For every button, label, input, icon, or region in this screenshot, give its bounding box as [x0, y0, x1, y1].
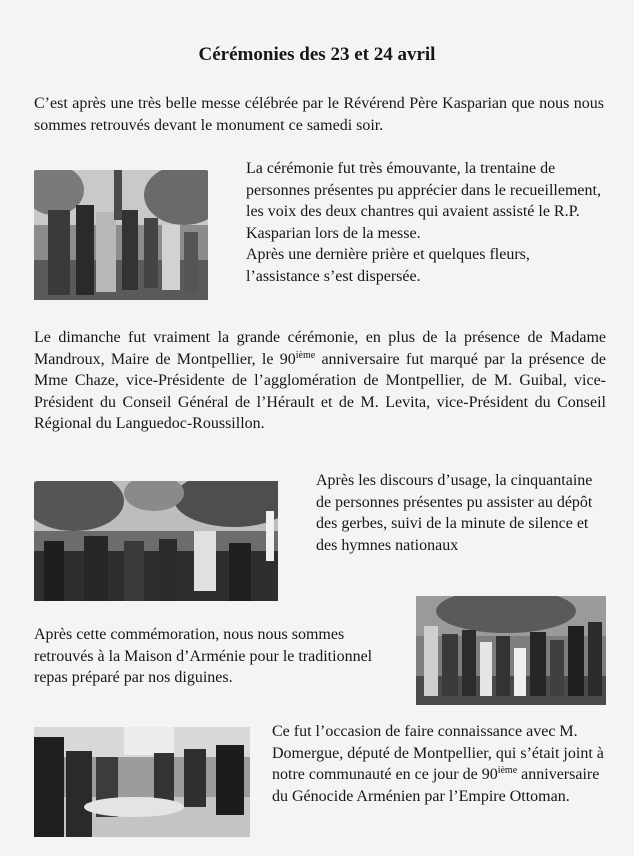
closing-text-part1: Ce fut l’occasion de faire connaissance avec M. Domergue, député de Montpellier, qui s’était joint à notre communauté en ce jour de 90 [272, 723, 604, 783]
closing-superscript: ième [497, 765, 518, 776]
photo-maison-armenie-meal [34, 727, 250, 837]
saturday-paragraph [246, 158, 606, 287]
speeches-paragraph [316, 470, 606, 556]
closing-text [272, 721, 606, 807]
closing-text-part2: anniversaire du Génocide Arménien par l’Empire Ottoman. [272, 766, 600, 805]
sunday-paragraph [34, 327, 606, 435]
commemoration-text: Après cette commémoration, nous nous sommes retrouvés à la Maison d’Arménie pour le traditionnel repas préparé par nos diguines. [34, 626, 373, 686]
speeches-text: Après les discours d’usage, la cinquantaine de personnes présentes pu assister au dépôt des gerbes, suivi de la minute de silence et des hymnes nationaux [316, 472, 593, 554]
saturday-text-2: Après une dernière prière et quelques fleurs, l’assistance s’est dispersée. [246, 246, 530, 285]
sunday-text-part2: anniversaire fut marqué par la présence de Mme Chaze, vice-Présidente de l’agglomération de Montpellier, de M. Guibal, vice-Président du Conseil Général de l’Hérault et de M. Levita, vice-Président du Conseil Régional du Languedoc-Roussillon. [34, 350, 606, 432]
sunday-text [34, 327, 606, 435]
photo-saturday-monument [34, 170, 208, 300]
sunday-text-part1: Le dimanche fut vraiment la grande cérémonie, en plus de la présence de Madame Mandroux, Maire de Montpellier, le 90 [34, 329, 606, 368]
page-title: Cérémonies des 23 et 24 avril [198, 44, 436, 65]
sunday-superscript: ième [295, 349, 316, 361]
intro-paragraph [34, 93, 604, 136]
photo-group-flags [416, 596, 606, 705]
intro-text: C’est après une très belle messe célébrée par le Révérend Père Kasparian que nous nous sommes retrouvés devant le monument ce samedi soir. [34, 95, 604, 134]
saturday-text: La cérémonie fut très émouvante, la trentaine de personnes présentes pu apprécier dans le recueillement, les voix des deux chantres qui avaient assisté le R.P. Kasparian lors de la messe. [246, 160, 601, 242]
commemoration-paragraph [34, 624, 380, 689]
closing-paragraph [272, 721, 606, 807]
photo-sunday-ceremony [34, 481, 278, 601]
